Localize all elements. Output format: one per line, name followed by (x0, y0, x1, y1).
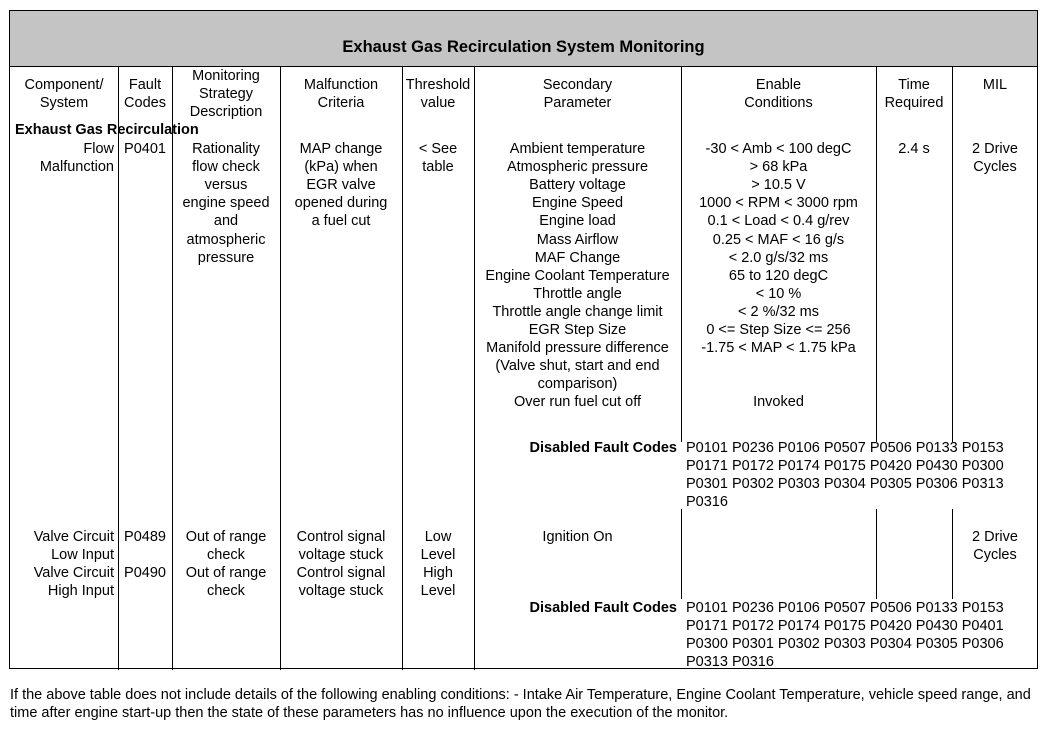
flow-enable-condition: > 68 kPa (749, 159, 808, 176)
flow-disabled-codes: P0171 P0172 P0174 P0175 P0420 P0430 P0300 (686, 458, 1004, 475)
flow-disabled-codes: P0316 (686, 494, 728, 511)
header-time: Time (898, 77, 930, 93)
flow-secondary-parameter: Throttle angle (533, 285, 622, 302)
flow-disabled-codes: P0301 P0302 P0303 P0304 P0305 P0306 P0313 (686, 476, 1004, 493)
valve-disabled-codes: P0313 P0316 (686, 654, 774, 671)
flow-enable-condition: 0.1 < Load < 0.4 g/rev (707, 213, 850, 230)
header-component: Component/ (24, 77, 104, 93)
header-enable: Enable (755, 77, 802, 93)
valve-disabled-codes: P0300 P0301 P0302 P0303 P0304 P0305 P0306 (686, 636, 1004, 653)
flow-enable-condition: 0.25 < MAF < 16 g/s (712, 231, 845, 248)
valve-component: Valve Circuit (33, 565, 114, 582)
flow-component: Flow (83, 141, 114, 157)
flow-mil: Cycles (973, 159, 1017, 176)
valve-strategy: check (207, 583, 245, 600)
flow-secondary-parameter: Ambient temperature (509, 141, 646, 157)
section-label: Exhaust Gas Recirculation (15, 122, 199, 138)
header-criteria: Malfunction (303, 77, 379, 93)
header-fault-codes: Codes (124, 95, 166, 112)
flow-component: Malfunction (39, 159, 114, 176)
header-enable: Conditions (744, 95, 813, 112)
valve-fault-code: P0490 (124, 565, 166, 582)
header-strategy: Strategy (199, 86, 253, 103)
flow-secondary-parameter: comparison) (537, 376, 618, 393)
flow-criteria: EGR valve (306, 177, 376, 194)
header-mil: MIL (982, 77, 1008, 93)
flow-secondary-parameter: Atmospheric pressure (506, 159, 649, 176)
valve-threshold: Level (420, 547, 456, 564)
valve-threshold: High (423, 565, 453, 582)
valve-strategy: Out of range (185, 529, 267, 545)
header-strategy: Description (189, 104, 263, 121)
flow-mil: 2 Drive (972, 141, 1018, 157)
flow-criteria: MAP change (299, 141, 383, 157)
flow-secondary-parameter: Throttle angle change limit (492, 303, 663, 320)
flow-strategy: and (213, 213, 239, 230)
flow-secondary-parameter: Manifold pressure difference (486, 340, 669, 357)
flow-strategy: flow check (192, 159, 260, 176)
col-divider (876, 509, 877, 599)
valve-threshold: Level (420, 583, 456, 600)
flow-secondary-parameter: (Valve shut, start and end (495, 358, 660, 375)
flow-secondary-parameter: Engine Coolant Temperature (485, 267, 670, 284)
flow-strategy: engine speed (182, 195, 270, 212)
valve-mil: Cycles (973, 547, 1017, 564)
flow-enable-condition: 0 <= Step Size <= 256 (706, 322, 851, 338)
header-criteria: Criteria (317, 95, 365, 112)
header-fault-codes: Fault (128, 77, 162, 93)
flow-secondary-parameter: Engine load (539, 213, 616, 230)
valve-component: Low Input (51, 547, 114, 564)
flow-strategy: atmospheric (186, 231, 266, 248)
footnote: If the above table does not include details of the following enabling conditions: - Intake Air Temperature, Engine Coolant Temperature, vehicle speed range, and time after engine start-up then the state of these parameters has no influence upon the execution of the monitor. (10, 687, 1031, 721)
header-component: System (39, 95, 89, 112)
col-divider (876, 66, 877, 442)
header-time: Required (884, 95, 944, 112)
flow-strategy: versus (204, 177, 248, 194)
valve-criteria: voltage stuck (298, 583, 384, 600)
valve-component: High Input (47, 583, 114, 600)
valve-disabled-codes: P0101 P0236 P0106 P0507 P0506 P0133 P0153 (686, 600, 1004, 616)
flow-strategy: pressure (197, 249, 255, 266)
header-strategy: Monitoring (192, 68, 260, 84)
valve-criteria: Control signal (296, 529, 386, 545)
flow-threshold: table (422, 159, 454, 176)
flow-enable-condition: Invoked (753, 394, 804, 411)
flow-enable-condition: < 10 % (755, 285, 802, 302)
flow-strategy: Rationality (192, 141, 260, 157)
flow-disabled-label: Disabled Fault Codes (529, 440, 677, 456)
flow-threshold: < See (418, 141, 458, 157)
flow-enable-condition: > 10.5 V (751, 177, 806, 194)
flow-disabled-codes: P0101 P0236 P0106 P0507 P0506 P0133 P0153 (686, 440, 1004, 456)
valve-strategy: check (207, 547, 245, 564)
flow-enable-condition: -30 < Amb < 100 degC (705, 141, 852, 157)
flow-enable-condition: 1000 < RPM < 3000 rpm (699, 195, 858, 212)
flow-secondary-parameter: Over run fuel cut off (513, 394, 642, 411)
valve-threshold: Low (424, 529, 452, 545)
flow-enable-condition: -1.75 < MAP < 1.75 kPa (701, 340, 856, 357)
flow-criteria: (kPa) when (304, 159, 378, 176)
flow-criteria: a fuel cut (311, 213, 371, 230)
valve-mil: 2 Drive (972, 529, 1018, 545)
valve-criteria: voltage stuck (298, 547, 384, 564)
flow-enable-condition: < 2 %/32 ms (738, 303, 819, 320)
flow-secondary-parameter: EGR Step Size (528, 322, 627, 338)
header-secondary: Parameter (543, 95, 612, 112)
valve-component: Valve Circuit (33, 529, 114, 545)
flow-secondary-parameter: Engine Speed (531, 195, 624, 212)
valve-criteria: Control signal (296, 565, 386, 582)
flow-fault-code: P0401 (124, 141, 166, 157)
flow-secondary-parameter: Mass Airflow (536, 231, 619, 248)
flow-secondary-parameter: MAF Change (534, 249, 621, 266)
flow-secondary-parameter: Battery voltage (529, 177, 626, 194)
col-divider (681, 509, 682, 599)
valve-secondary-parameter: Ignition On (542, 529, 613, 545)
header-threshold: Threshold (405, 77, 471, 93)
valve-disabled-label: Disabled Fault Codes (529, 600, 677, 616)
flow-enable-condition: < 2.0 g/s/32 ms (728, 249, 829, 266)
table-title: Exhaust Gas Recirculation System Monitoring (10, 11, 1037, 67)
valve-fault-code: P0489 (124, 529, 166, 545)
flow-criteria: opened during (294, 195, 388, 212)
valve-disabled-codes: P0171 P0172 P0174 P0175 P0420 P0430 P0401 (686, 618, 1004, 635)
flow-enable-condition: 65 to 120 degC (728, 267, 829, 284)
flow-time-required: 2.4 s (898, 141, 930, 157)
header-threshold: value (420, 95, 456, 112)
header-secondary: Secondary (542, 77, 613, 93)
col-divider (952, 66, 953, 442)
valve-strategy: Out of range (185, 565, 267, 582)
